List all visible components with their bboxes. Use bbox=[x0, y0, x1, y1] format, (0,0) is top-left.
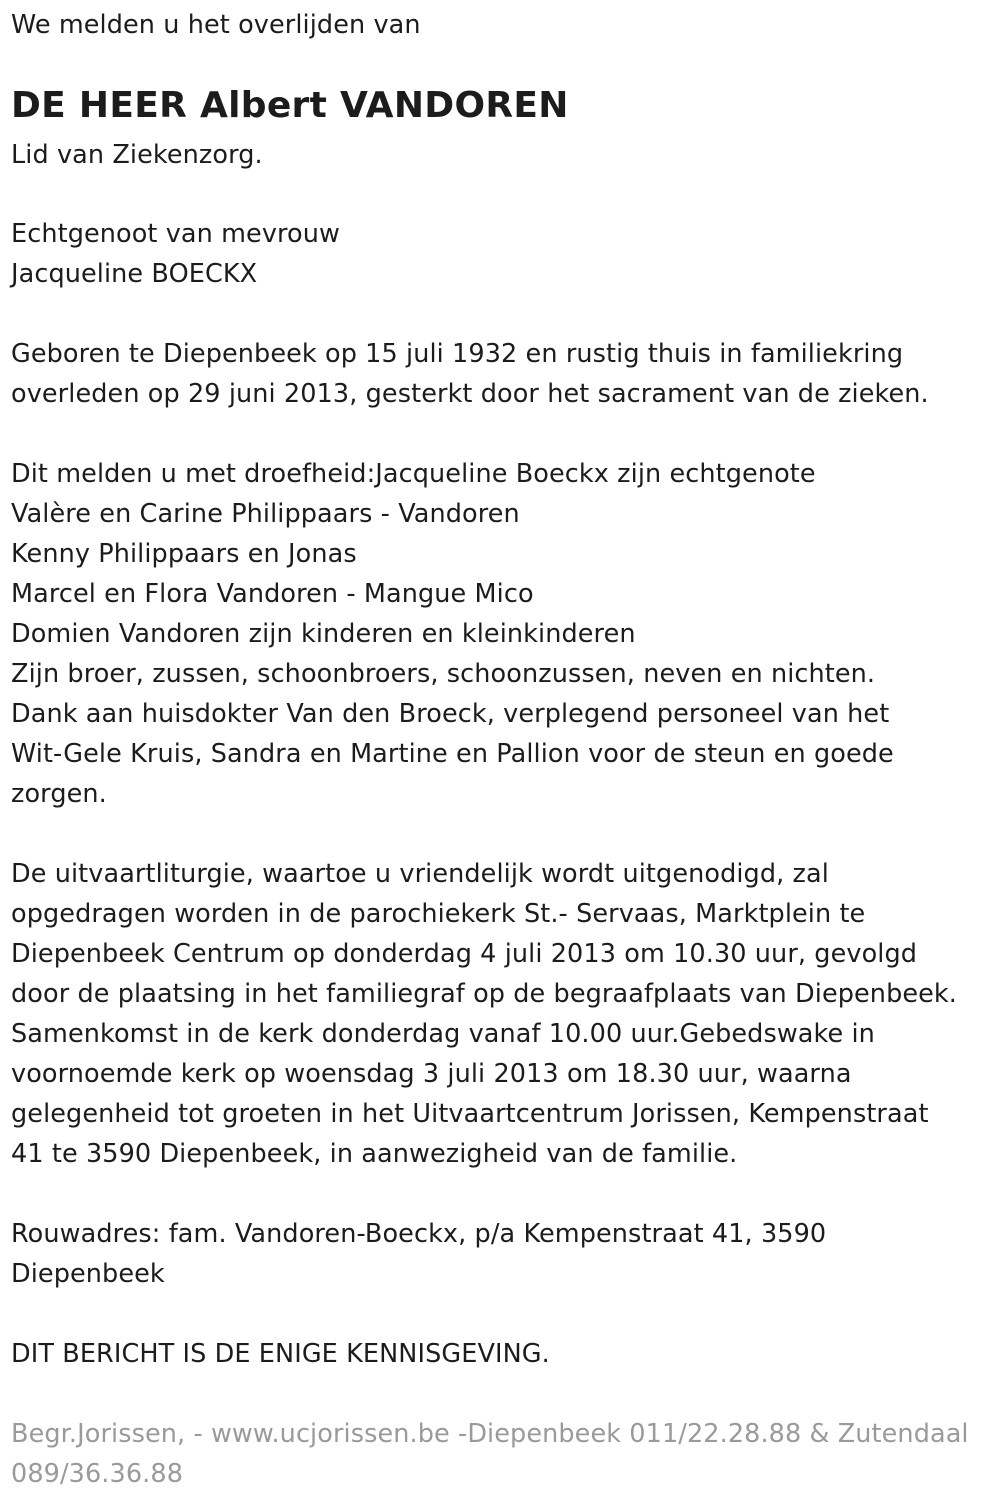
funeral-line: De uitvaartliturgie, waartoe u vriendelijk wordt uitgenodigd, zal bbox=[11, 859, 829, 889]
spouse-line: Echtgenoot van mevrouw bbox=[11, 219, 340, 249]
funeral-line: Diepenbeek Centrum op donderdag 4 juli 2013 om 10.30 uur, gevolgd bbox=[11, 939, 918, 969]
spouse-section bbox=[11, 214, 340, 294]
birth-death-section bbox=[11, 334, 929, 414]
family-line: Valère en Carine Philippaars - Vandoren bbox=[11, 499, 520, 529]
birth-death-line: overleden op 29 juni 2013, gesterkt door het sacrament van de zieken. bbox=[11, 379, 929, 409]
funeral-line: gelegenheid tot groeten in het Uitvaartcentrum Jorissen, Kempenstraat bbox=[11, 1099, 929, 1129]
family-line: Zijn broer, zussen, schoonbroers, schoonzussen, neven en nichten. bbox=[11, 659, 876, 689]
funeral-line: 41 te 3590 Diepenbeek, in aanwezigheid van de familie. bbox=[11, 1139, 738, 1169]
family-line: Domien Vandoren zijn kinderen en kleinkinderen bbox=[11, 619, 636, 649]
footer-line: Begr.Jorissen, - www.ucjorissen.be -Diepenbeek 011/22.28.88 & Zutendaal bbox=[11, 1419, 969, 1449]
membership-section bbox=[11, 135, 263, 175]
membership-text: Lid van Ziekenzorg. bbox=[11, 140, 263, 170]
spouse-line: Jacqueline BOECKX bbox=[11, 259, 258, 289]
family-section bbox=[11, 454, 894, 814]
notice-text: DIT BERICHT IS DE ENIGE KENNISGEVING. bbox=[11, 1339, 550, 1369]
notice-section bbox=[11, 1334, 550, 1374]
funeral-line: door de plaatsing in het familiegraf op de begraafplaats van Diepenbeek. bbox=[11, 979, 958, 1009]
family-line: Wit-Gele Kruis, Sandra en Martine en Pallion voor de steun en goede bbox=[11, 739, 894, 769]
family-line: zorgen. bbox=[11, 779, 107, 809]
address-section bbox=[11, 1214, 826, 1294]
deceased-name: DE HEER Albert VANDOREN bbox=[11, 85, 569, 126]
address-line: Rouwadres: fam. Vandoren-Boeckx, p/a Kempenstraat 41, 3590 bbox=[11, 1219, 827, 1249]
address-line: Diepenbeek bbox=[11, 1259, 165, 1289]
footer-line: 089/36.36.88 bbox=[11, 1459, 184, 1489]
family-line: Dank aan huisdokter Van den Broeck, verplegend personeel van het bbox=[11, 699, 890, 729]
funeral-line: voornoemde kerk op woensdag 3 juli 2013 om 18.30 uur, waarna bbox=[11, 1059, 852, 1089]
funeral-line: opgedragen worden in de parochiekerk St.- Servaas, Marktplein te bbox=[11, 899, 866, 929]
family-line: Kenny Philippaars en Jonas bbox=[11, 539, 357, 569]
family-line: Dit melden u met droefheid:Jacqueline Boeckx zijn echtgenote bbox=[11, 459, 816, 489]
funeral-line: Samenkomst in de kerk donderdag vanaf 10.00 uur.Gebedswake in bbox=[11, 1019, 875, 1049]
family-line: Marcel en Flora Vandoren - Mangue Mico bbox=[11, 579, 534, 609]
intro-text: We melden u het overlijden van bbox=[11, 10, 421, 40]
footer bbox=[11, 1414, 969, 1494]
funeral-section bbox=[11, 854, 957, 1174]
birth-death-line: Geboren te Diepenbeek op 15 juli 1932 en rustig thuis in familiekring bbox=[11, 339, 904, 369]
